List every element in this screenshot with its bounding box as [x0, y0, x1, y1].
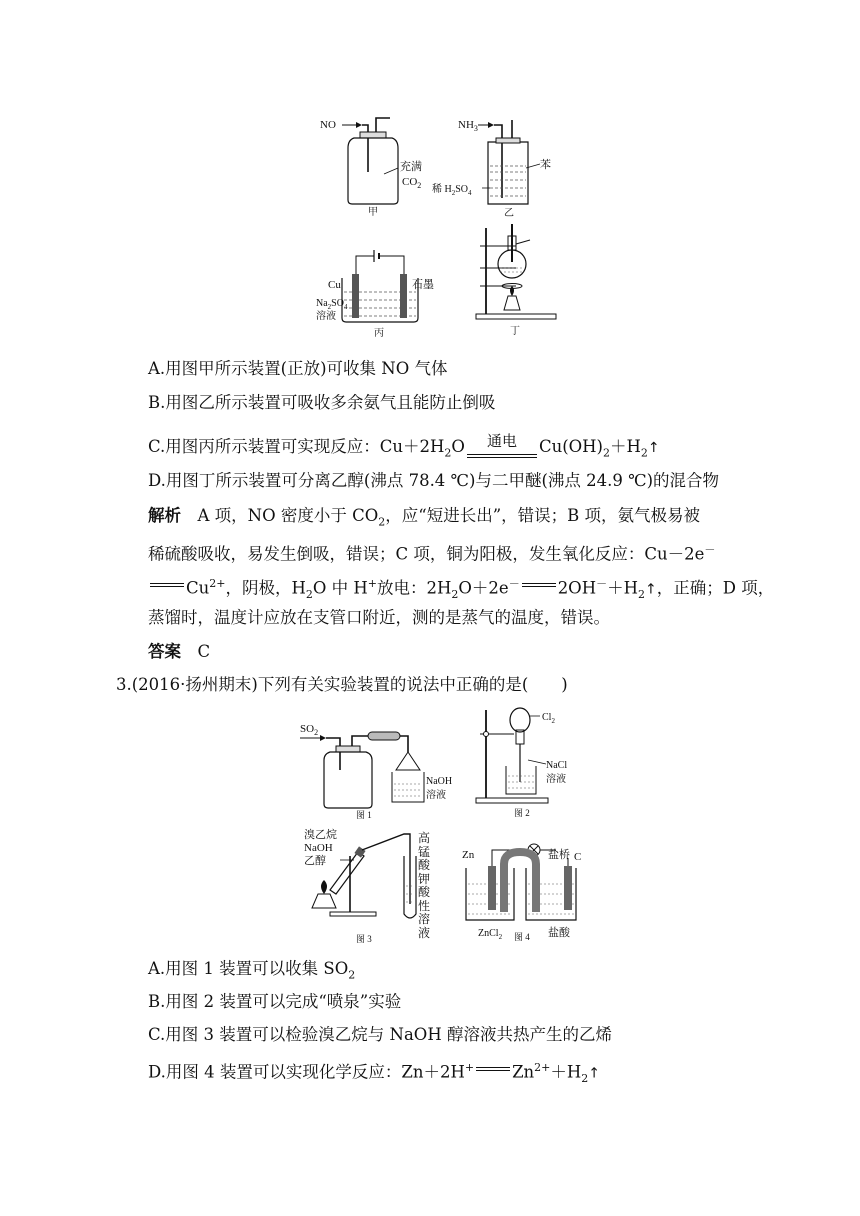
caption-yi: 乙	[504, 208, 514, 219]
label-kmno4: 高锰酸钾酸性溶液	[418, 831, 431, 940]
question-3-stem: 3.(2016·扬州期末)下列有关实验装置的说法中正确的是( )	[116, 675, 568, 694]
label-fill2: CO	[402, 176, 418, 188]
label-graphite: 石墨	[412, 279, 434, 291]
q3-option-b: B.用图 2 装置可以完成“喷泉”实验	[148, 992, 402, 1011]
svg-text:稀 H2SO4: 稀 $H_2SO_4$	[432, 184, 472, 197]
explanation-line-1: 解析 A 项，NO 密度小于 $CO_2$，应“短进长出”，错误；B 项，氨气极易被	[148, 506, 701, 529]
q3-option-c: C.用图 3 装置可以检验溴乙烷与 NaOH 醇溶液共热产生的乙烯	[148, 1025, 612, 1044]
label-nacl-solution: 溶液	[546, 774, 566, 785]
caption-fig3: 图 3	[356, 934, 372, 944]
option-d: D.用图丁所示装置可分离乙醇(沸点 78.4 ℃)与二甲醚(沸点 24.9 ℃)的混合物	[148, 471, 720, 490]
label-na2so4: Na	[316, 298, 328, 309]
label-so2: SO	[300, 723, 315, 735]
figure-yi	[432, 112, 562, 218]
label-c: C	[574, 851, 582, 863]
q3-option-a: A.用图 1 装置可以收集 $SO_2$	[148, 959, 356, 982]
caption-bing: 丙	[374, 328, 384, 339]
explanation-line-3: $Cu^{2+}$，阴极，$H_2O$ 中 H+放电：$2H_2O+2e^-$ $2OH^-+H_2↑$，正确；D 项，	[148, 573, 774, 606]
label-nh3: NH	[458, 119, 474, 131]
reaction-condition: 通电	[465, 442, 539, 464]
figure-2	[470, 706, 580, 822]
answer	[148, 641, 210, 663]
label-zncl2: ZnCl	[478, 928, 499, 939]
caption-fig4: 图 4	[514, 932, 530, 942]
label-salt-bridge: 盐桥	[548, 849, 570, 861]
explanation-line-4: 蒸馏时，温度计应放在支管口附近，测的是蒸气的温度，错误。	[148, 608, 610, 627]
label-no: NO	[320, 119, 336, 131]
label-naoh: NaOH	[426, 776, 453, 787]
caption-ding: 丁	[510, 326, 520, 337]
label-acid: 稀 H	[432, 184, 452, 195]
figure-ding	[470, 222, 560, 342]
label-cl2: Cl	[542, 712, 552, 723]
label-hcl: 盐酸	[548, 927, 570, 939]
answer-value: C	[197, 642, 211, 661]
explanation-label: 解析	[148, 506, 181, 525]
caption-fig1: 图 1	[356, 810, 372, 820]
gas-arrow-icon: ↑	[647, 440, 660, 456]
svg-text:SO2: $SO_2$	[300, 723, 319, 737]
caption-fig2: 图 2	[514, 808, 530, 818]
label-cu: Cu	[328, 279, 341, 291]
q3-option-d: D.用图 4 装置可以实现化学反应：Zn＋2H+ $Zn^{2+}+H_2↑$	[148, 1061, 601, 1085]
svg-text:CO2: $CO_2$	[402, 176, 422, 190]
svg-text:Na2SO4: $Na_2SO_4$	[316, 298, 348, 311]
explanation-line-2: 稀硫酸吸收，易发生倒吸，错误；C 项，铜为阳极，发生氧化反应：Cu－2e－	[148, 543, 716, 564]
figure-jia	[318, 112, 438, 216]
option-a: A.用图甲所示装置(正放)可收集 NO 气体	[148, 359, 448, 378]
label-nacl: NaCl	[546, 760, 568, 771]
label-naoh-3: NaOH	[304, 842, 333, 854]
label-naoh-solution: 溶液	[426, 790, 446, 801]
answer-label: 答案	[148, 642, 181, 661]
label-fill1: 充满	[400, 161, 422, 173]
caption-jia: 甲	[368, 207, 378, 218]
svg-text:ZnCl2: ZnCl$_2$	[478, 928, 503, 941]
figure-1	[296, 718, 453, 822]
svg-text:Cl2: $Cl_2$	[542, 712, 555, 725]
option-b: B.用图乙所示装置可吸收多余氨气且能防止倒吸	[148, 393, 496, 412]
label-benzene: 苯	[540, 159, 551, 171]
option-c: C.用图丙所示装置可实现反应：$Cu+2H_2O$ 通电 $Cu(OH)_2+H_2↑$	[148, 436, 660, 464]
svg-text:NH3: $NH_3$	[458, 119, 478, 133]
label-bromoethane: 溴乙烷	[304, 829, 337, 841]
figure-4	[458, 836, 588, 946]
figure-bing	[308, 236, 448, 346]
label-ethanol: 乙醇	[304, 855, 326, 867]
label-solution: 溶液	[316, 311, 336, 322]
label-zn: Zn	[462, 849, 475, 861]
